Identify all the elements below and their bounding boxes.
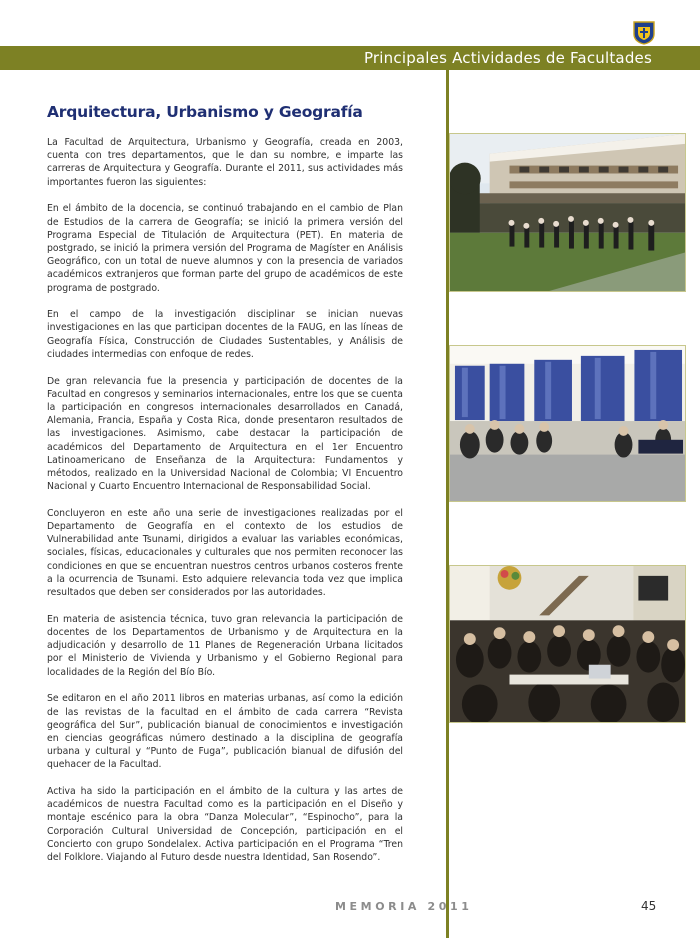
article-body xyxy=(47,136,403,878)
article-paragraph: En el campo de la investigación disciplinar se inician nuevas investigaciones en las que participan docentes de la FAUG, en las líneas de Geografía Física, Construcción de Ciudades Sustentables, y Análisis de ciudades intermedias con enfoque de redes. xyxy=(47,309,403,360)
article-paragraph: Activa ha sido la participación en el ámbito de la cultura y las artes de académicos de nuestra Facultad como es la participación en el Diseño y montaje escénico para la obra “Danza Molecular”, “Espinocho”, para la Corporación Cultural Universidad de Concepción, participación en el Concierto con grupo Sondelalex. Activa participación en el Programa “Tren del Folklore. Viajando al Futuro desde nuestra Identidad, San Rosendo”. xyxy=(47,786,403,864)
photo-building-exterior xyxy=(449,133,686,292)
header-section-title: Principales Actividades de Facultades xyxy=(363,49,652,67)
photo-workshop-crowd xyxy=(449,565,686,723)
article-paragraph: En materia de asistencia técnica, tuvo gran relevancia la participación de docentes de los Departamentos de Urbanismo y de Arquitectura en la adjudicación y desarrollo de 11 Planes de Regeneración Urbana licitados por el Ministerio de Vivienda y Urbanismo y el Gobierno Regional para localidades de la Región del Bío Bío. xyxy=(47,613,403,678)
article-paragraph: Concluyeron en este año una serie de investigaciones realizadas por el Departamento de Geografía en el contexto de los estudios de Vulnerabilidad ante Tsunami, dirigidos a evaluar las variables económicas, sociales, físicas, educacionales y culturales que nos permiten reconocer las condiciones en que se encuentran nuestros centros urbanos costeros frente a la ocurrencia de Tsunami. Esto adquiere relevancia toda vez que implica resultados que deben ser considerados por las autoridades. xyxy=(47,507,403,599)
article-title: Arquitectura, Urbanismo y Geografía xyxy=(47,103,363,121)
article-paragraph: En el ámbito de la docencia, se continuó trabajando en el cambio de Plan de Estudios de la carrera de Geografía; se inició la primera versión del Programa Especial de Titulación de Arquitectura (PET). En materia de postgrado, se inició la primera versión del Programa de Magíster en Análisis Geográfico, con un total de nueve alumnos y con la presencia de variados académicos extranjeros que forman parte del grupo de académicos de este programa de postgrado. xyxy=(47,203,403,294)
article-paragraph: De gran relevancia fue la presencia y participación de docentes de la Facultad en congresos y seminarios internacionales, entre los que se cuenta la participación en congresos internacionales desarrollados en Canadá, Alemania, Francia, España y Costa Rica, donde presentaron resultados de las investigaciones. Asimismo, cabe destacar la participación de académicos del Departamento de Arquitectura en el 1er Encuentro Latinoamericano de Enseñanza de la Arquitectura: Fundamentos y métodos, realizado en la Universidad Nacional de Colombia; VI Encuentro Nacional y Cuarto Encuentro Internacional de Responsabilidad Social. xyxy=(47,375,403,493)
university-shield-icon xyxy=(633,21,655,45)
photo-classroom-meeting xyxy=(449,345,686,502)
footer-publication-label: MEMORIA 2011 xyxy=(335,900,473,913)
article-paragraph: La Facultad de Arquitectura, Urbanismo y Geografía, creada en 2003, cuenta con tres departamentos, que le dan su nombre, e imparte las carreras de Arquitectura y Geografía. Durante el 2011, sus actividades más importantes fueron las siguientes: xyxy=(47,137,403,188)
page-number: 45 xyxy=(641,899,657,913)
article-paragraph: Se editaron en el año 2011 libros en materias urbanas, así como la edición de las revistas de la facultad en el ámbito de cada carrera “Revista geográfica del Sur”, publicación bianual de conocimientos e investigación en ciencias geográficas número destinado a la disciplina de geografía urbana y cultural y “Punto de Fuga”, publicación bianual de difusión del quehacer de la Facultad. xyxy=(47,693,403,771)
